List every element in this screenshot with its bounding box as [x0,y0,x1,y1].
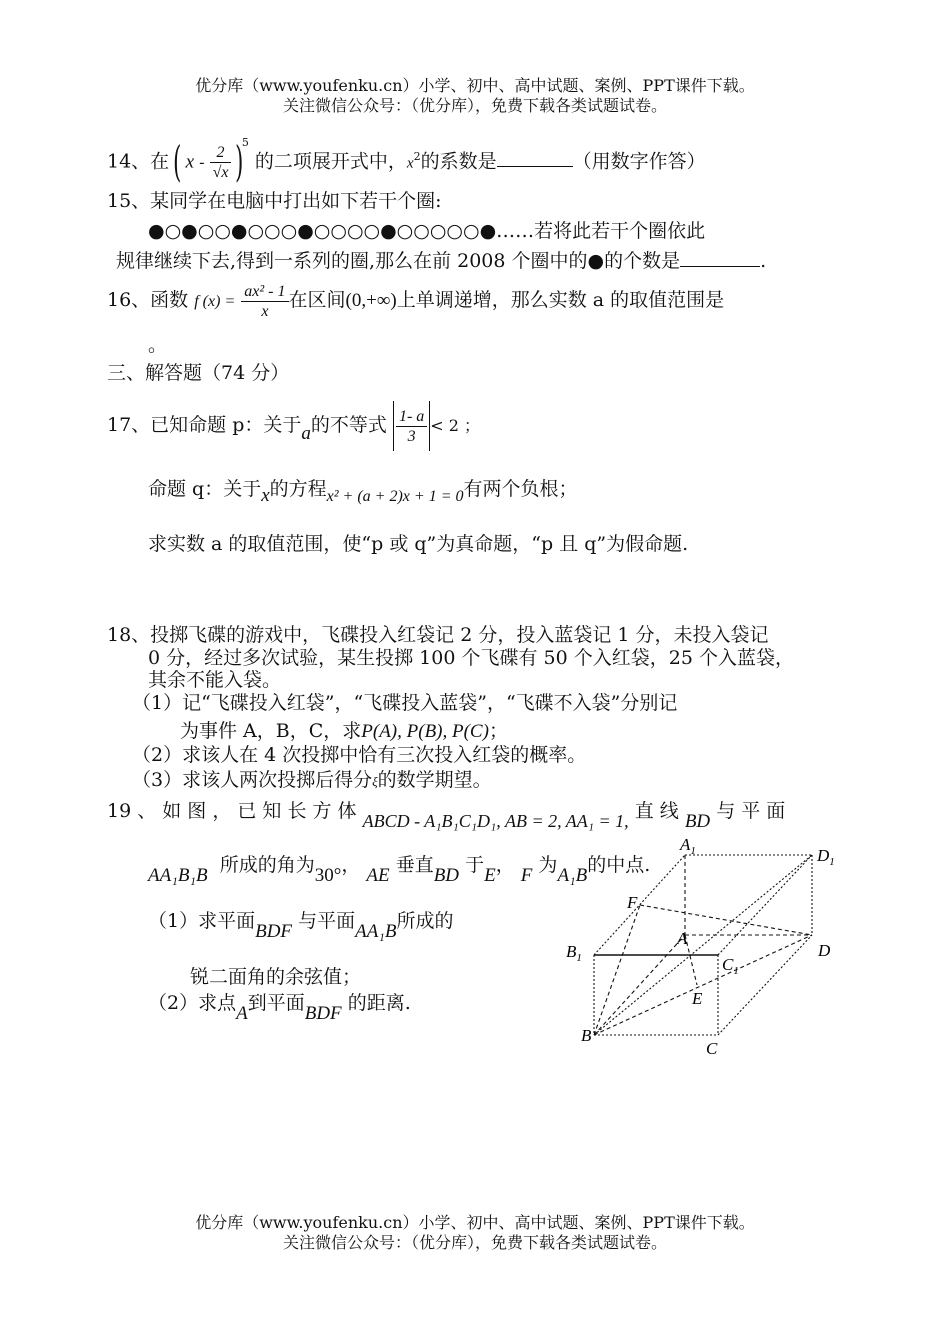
q19-sub1-tail: 所成的 [396,910,454,932]
q18-line-2: 0 分，经过多次试验，某生投掷 100 个飞碟有 50 个入红袋，25 个入蓝袋， [148,647,794,669]
label-f: F [627,893,638,912]
q19-plane-1: AA₁B₁B [148,865,208,886]
q19-bd: BD [684,811,711,832]
section-3-title: 三、解答题（74 分） [107,362,290,384]
q19-comma: ， [341,854,361,876]
label-c1: $C_1$ [722,955,739,977]
segment-bf [594,905,640,1035]
q19-ae: AE [366,865,390,886]
left-paren: ( [173,137,182,187]
q19-line1-tail: 与 平 面 [716,800,786,822]
label-d1: $D_1$ [817,846,835,868]
q16-frac-den: x [261,302,269,320]
q19-prefix: 19 、 如 图 ， 已 知 长 方 体 [107,800,357,822]
q17-a: a [301,423,311,444]
label-a1: $A_1$ [680,835,696,857]
q19-sub2-prefix: （2）求点 [148,992,237,1014]
q16-interval: (0,+∞) [345,290,397,311]
segment-bd1 [594,855,812,1035]
q16-prefix: 16、函数 [107,289,189,311]
q17-x: x [261,485,270,506]
q19-aa1b: AA₁B [355,921,397,942]
q16-line-2: 。 [148,334,168,356]
q19-sub-1-line-2: 锐二面角的余弦值； [190,966,362,988]
q14-power: 5 [241,136,249,149]
q17-prefix: 17、已知命题 p：关于 [107,414,302,436]
q19-midpoint: 的中点. [587,854,651,876]
q17-line2-mid: 的方程 [269,478,327,500]
q19-bdf: BDF [255,921,293,942]
q18-probabilities: P(A), P(B), P(C) [361,721,489,742]
q19-line2-a: 所成的角为 [219,854,315,876]
q14-tail-2: （用数字作答） [572,150,706,173]
header-line-2: 关注微信公众号：（优分库），免费下载各类试题试卷。 [282,96,667,115]
q17-line2-prefix: 命题 q：关于 [148,478,262,500]
q19-sub1-prefix: （1）求平面 [148,910,256,932]
right-paren: ) [235,137,244,187]
q18-sub3a: （3）求该人两次投掷后得分 [132,769,373,791]
q18-xi: ξ [372,774,378,789]
q15-line-1: 15、某同学在电脑中打出如下若干个圈: [107,190,442,212]
q14-x2: x [406,155,414,172]
q18-sub1b-text: 为事件 A，B，C，求 [180,720,362,742]
q17-line2-tail: 有两个负根； [463,478,578,500]
q19-f: F [520,865,533,886]
q19-point-a: A [236,1003,248,1024]
q14-mid: 的二项展开式中， [254,150,407,173]
q14-tail-1: 的系数是 [420,150,497,173]
q19-sub2-mid: 到平面 [247,992,305,1014]
q15-line-2: ●○●○○●○○○●○○○○●○○○○○●……若将此若干个圈依此 [148,220,706,242]
q14-frac-den: √x [212,163,229,181]
q19-yu: 于 [465,854,485,876]
q15-line-3b: . [760,250,767,272]
q14-x: x [185,151,195,173]
q18-line-3: 其余不能入袋。 [148,669,282,691]
label-c: C [706,1039,718,1058]
q17-line-3: 求实数 a 的取值范围，使“p 或 q”为真命题，“p 且 q”为假命题. [148,533,689,555]
q19-solid: ABCD - A₁B₁C₁D₁, AB = 2, AA₁ = 1, [362,811,629,831]
header-line-1: 优分库（www.youfenku.cn）小学、初中、高中试题、案例、PPT课件下载。 [195,76,755,95]
segment-bd [594,935,812,1035]
q16-fx: f (x) = [194,293,236,310]
q16-tail: 上单调递增，那么实数 a 的取值范围是 [396,289,725,311]
q17-frac-num: 1- a [396,407,427,427]
q17-frac-den: 3 [407,427,416,445]
q19-bd-2: BD [433,865,460,886]
q19-line1-mid: 直 线 [634,800,679,822]
edge-c-d [718,935,812,1035]
q16-frac-num: ax² - 1 [241,282,288,302]
q19-e: E [484,865,496,886]
edge-c1-d1 [718,855,812,955]
q14-frac-num: 2 [210,143,232,163]
label-a: A [677,929,688,948]
q18-sub3b: 的数学期望。 [377,769,492,791]
q18-sub-1a: （1）记“飞碟投入红袋”，“飞碟投入蓝袋”，“飞碟不入袋”分别记 [132,692,678,714]
q19-comma-2: ， [495,854,515,876]
label-d: D [818,941,831,960]
q19-bdf-2: BDF [304,1003,342,1024]
q17-equation: x² + (a + 2)x + 1 = 0 [326,488,464,505]
q14-prefix: 14、在 [107,150,170,173]
edge-b-a [594,935,685,1035]
q14-x2-exp: 2 [413,150,421,163]
edge-b1-a1 [594,855,685,955]
label-b1: $B_1$ [566,942,582,964]
segment-fd [640,905,812,935]
q19-sub1-mid: 与平面 [298,910,356,932]
footer-line-2: 关注微信公众号：（优分库），免费下载各类试题试卷。 [282,1233,667,1252]
q19-sub2-tail: 的距离. [347,992,411,1014]
q19-a1b: A₁B [557,865,588,886]
q19-wei: 为 [538,854,558,876]
q18-line-1: 18、投掷飞碟的游戏中，飞碟投入红袋记 2 分，投入蓝袋记 1 分，未投入袋记 [107,624,769,646]
q19-perp: 垂直 [395,854,434,876]
q15-line-3a: 规律继续下去,得到一系列的圈,那么在前 2008 个圈中的●的个数是 [116,250,681,272]
q18-sub-2: （2）求该人在 4 次投掷中恰有三次投入红袋的概率。 [132,744,587,766]
q17-mid: 的不等式 [310,414,387,436]
q14-minus: - [194,152,210,172]
q19-angle: 30° [314,865,342,886]
footer-line-1: 优分库（www.youfenku.cn）小学、初中、高中试题、案例、PPT课件下载。 [195,1213,755,1232]
q18-sub1b-tail: ； [488,720,508,742]
q16-mid: 在区间 [288,289,346,311]
label-b: B [581,1026,592,1045]
q17-lt: < 2 ； [430,416,481,435]
label-e: E [692,989,703,1008]
